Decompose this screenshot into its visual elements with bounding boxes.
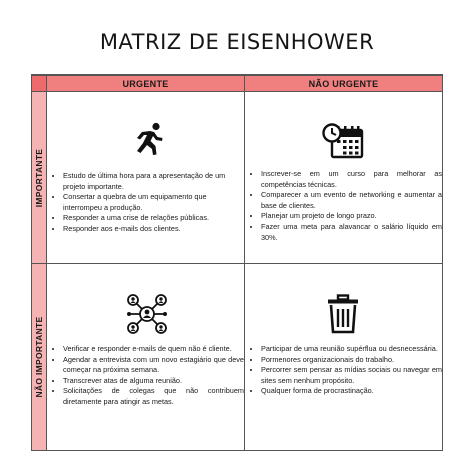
urgent-not-important-list [53, 344, 244, 408]
list-item: • Inscrever-se em um curso para melhorar as competências técnicas. [261, 169, 442, 190]
matrix-corner [31, 75, 47, 92]
list-item: • Estudo de última hora para a apresentação de um projeto importante. [63, 171, 244, 192]
row-header-not-important [31, 264, 47, 451]
list-item: • Percorrer sem pensar as mídias sociais ou navegar em sites sem nenhum propósito. [261, 365, 442, 386]
column-header-not-urgent: NÃO URGENTE [245, 75, 443, 92]
column-header-urgent: URGENTE [47, 75, 245, 92]
quadrant-important-urgent [47, 92, 245, 264]
clock-calendar-icon [322, 122, 364, 160]
list-item: • Transcrever atas de alguma reunião. [63, 376, 244, 387]
list-item: • Responder a uma crise de relações públicas. [63, 213, 244, 224]
not-urgent-important-list [251, 169, 442, 243]
page-title: MATRIZ DE EISENHOWER [99, 30, 375, 54]
list-item: • Responder aos e-mails dos clientes. [63, 224, 244, 235]
list-item: • Comparecer a um evento de networking e aumentar a base de clientes. [261, 190, 442, 211]
quadrant-not-important-not-urgent [245, 264, 443, 451]
list-item: • Participar de uma reunião supérflua ou desnecessária. [261, 344, 442, 355]
row-label-important: IMPORTANTE [34, 148, 44, 207]
list-item: • Planejar um projeto de longo prazo. [261, 211, 442, 222]
list-item: • Fazer uma meta para alavancar o salário líquido em 30%. [261, 222, 442, 243]
running-person-icon [129, 122, 167, 156]
quadrant-not-important-urgent [47, 264, 245, 451]
trash-can-icon [326, 294, 360, 334]
row-header-important [31, 92, 47, 264]
list-item: • Solicitações de colegas que não contribuem diretamente para atingir as metas. [63, 386, 244, 407]
network-people-icon [125, 292, 169, 336]
eisenhower-matrix [31, 74, 443, 450]
not-urgent-not-important-list [251, 344, 442, 397]
list-item: • Consertar a quebra de um equipamento que interrompeu a produção. [63, 192, 244, 213]
list-item: • Qualquer forma de procrastinação. [261, 386, 442, 397]
list-item: • Pormenores organizacionais do trabalho. [261, 355, 442, 366]
list-item: • Verificar e responder e-mails de quem não é cliente. [63, 344, 244, 355]
urgent-important-list [53, 171, 244, 235]
quadrant-important-not-urgent [245, 92, 443, 264]
row-label-not-important: NÃO IMPORTANTE [34, 316, 44, 398]
list-item: • Agendar a entrevista com um novo estagiário que deve começar na próxima semana. [63, 355, 244, 376]
